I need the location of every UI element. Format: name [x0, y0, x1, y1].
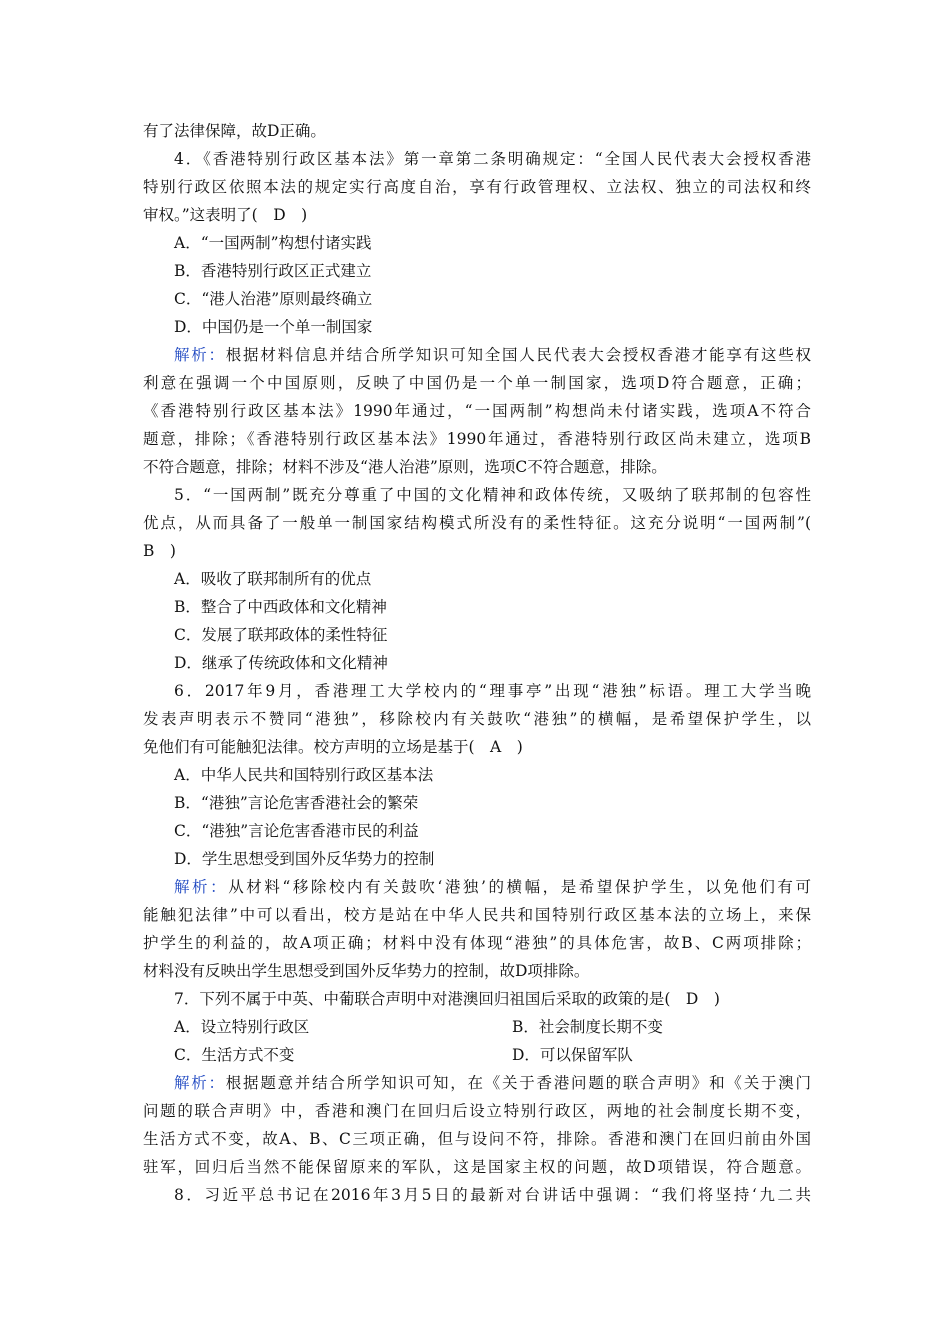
text-line: 利意在强调一个中国原则，反映了中国仍是一个单一制国家，选项D符合题意，正确； — [143, 374, 811, 392]
analysis-text: 根据材料信息并结合所学知识可知全国人民代表大会授权香港才能享有这些权 — [225, 346, 811, 364]
option-a: A．设立特别行政区 — [174, 1018, 310, 1036]
analysis-text: 根据题意并结合所学知识可知，在《关于香港问题的联合声明》和《关于澳门 — [225, 1074, 811, 1092]
option-a: A．“一国两制”构想付诸实践 — [174, 234, 372, 252]
text-line: 不符合题意，排除；材料不涉及“港人治港”原则，选项C不符合题意，排除。 — [143, 458, 667, 476]
question-7-stem: 7．下列不属于中英、中葡联合声明中对港澳回归祖国后采取的政策的是( D ) — [174, 990, 720, 1008]
analysis-line — [174, 1069, 811, 1097]
text-line: 材料没有反映出学生思想受到国外反华势力的控制，故D项排除。 — [143, 962, 590, 980]
question-5-stem: 5．“一国两制”既充分尊重了中国的文化精神和政体传统，又吸纳了联邦制的包容性 — [174, 486, 811, 504]
text-line: 《香港特别行政区基本法》1990年通过，“一国两制”构想尚未付诸实践，选项A不符合 — [143, 402, 811, 420]
option-c: C．“港人治港”原则最终确立 — [174, 290, 373, 308]
option-c: C．发展了联邦政体的柔性特征 — [174, 626, 388, 644]
option-b: B．整合了中西政体和文化精神 — [174, 598, 387, 616]
option-c: C．“港独”言论危害香港市民的利益 — [174, 822, 419, 840]
option-b: B．香港特别行政区正式建立 — [174, 262, 372, 280]
text-line: 护学生的利益的，故A项正确；材料中没有体现“港独”的具体危害，故B、C两项排除； — [143, 934, 811, 952]
option-b: B．社会制度长期不变 — [512, 1018, 663, 1036]
text-line: 题意，排除；《香港特别行政区基本法》1990年通过，香港特别行政区尚未建立，选项B — [143, 430, 811, 448]
option-d: D．可以保留军队 — [512, 1046, 633, 1064]
text-line: B ) — [143, 542, 176, 560]
text-line: 优点，从而具备了一般单一制国家结构模式所没有的柔性特征。这充分说明“一国两制”( — [143, 514, 811, 532]
question-6-stem: 6．2017年9月，香港理工大学校内的“理事亭”出现“港独”标语。理工大学当晚 — [174, 682, 811, 700]
text-line: 生活方式不变，故A、B、C三项正确，但与设问不符，排除。香港和澳门在回归前由外国 — [143, 1130, 811, 1148]
text-line: 特别行政区依照本法的规定实行高度自治，享有行政管理权、立法权、独立的司法权和终 — [143, 178, 811, 196]
analysis-text: 从材料“移除校内有关鼓吹‘港独’的横幅，是希望保护学生，以免他们有可 — [228, 878, 811, 896]
option-d: D．中国仍是一个单一制国家 — [174, 318, 373, 336]
option-c: C．生活方式不变 — [174, 1046, 295, 1064]
option-a: A．中华人民共和国特别行政区基本法 — [174, 766, 434, 784]
question-4-stem: 4．《香港特别行政区基本法》第一章第二条明确规定：“全国人民代表大会授权香港 — [174, 150, 811, 168]
analysis-line — [174, 873, 811, 901]
text-line: 审权。”这表明了( D ) — [143, 206, 308, 224]
text-line: 能触犯法律”中可以看出，校方是站在中华人民共和国特别行政区基本法的立场上，来保 — [143, 906, 811, 924]
option-a: A．吸收了联邦制所有的优点 — [174, 570, 372, 588]
option-d: D．继承了传统政体和文化精神 — [174, 654, 388, 672]
text-line: 免他们有可能触犯法律。校方声明的立场是基于( A ) — [143, 738, 523, 756]
option-d: D．学生思想受到国外反华势力的控制 — [174, 850, 435, 868]
analysis-line — [174, 341, 811, 369]
text-line: 问题的联合声明》中，香港和澳门在回归后设立特别行政区，两地的社会制度长期不变， — [143, 1102, 811, 1120]
question-8-stem: 8．习近平总书记在2016年3月5日的最新对台讲话中强调：“我们将坚持‘九二共 — [174, 1186, 811, 1204]
analysis-label: 解析： — [174, 878, 229, 896]
analysis-label: 解析： — [174, 346, 226, 364]
option-b: B．“港独”言论危害香港社会的繁荣 — [174, 794, 419, 812]
text-line: 驻军，回归后当然不能保留原来的军队，这是国家主权的问题，故D项错误，符合题意。 — [143, 1158, 811, 1176]
text-line: 发表声明表示不赞同“港独”，移除校内有关鼓吹“港独”的横幅，是希望保护学生，以 — [143, 710, 811, 728]
analysis-label: 解析： — [174, 1074, 226, 1092]
text-line: 有了法律保障，故D正确。 — [143, 122, 326, 140]
